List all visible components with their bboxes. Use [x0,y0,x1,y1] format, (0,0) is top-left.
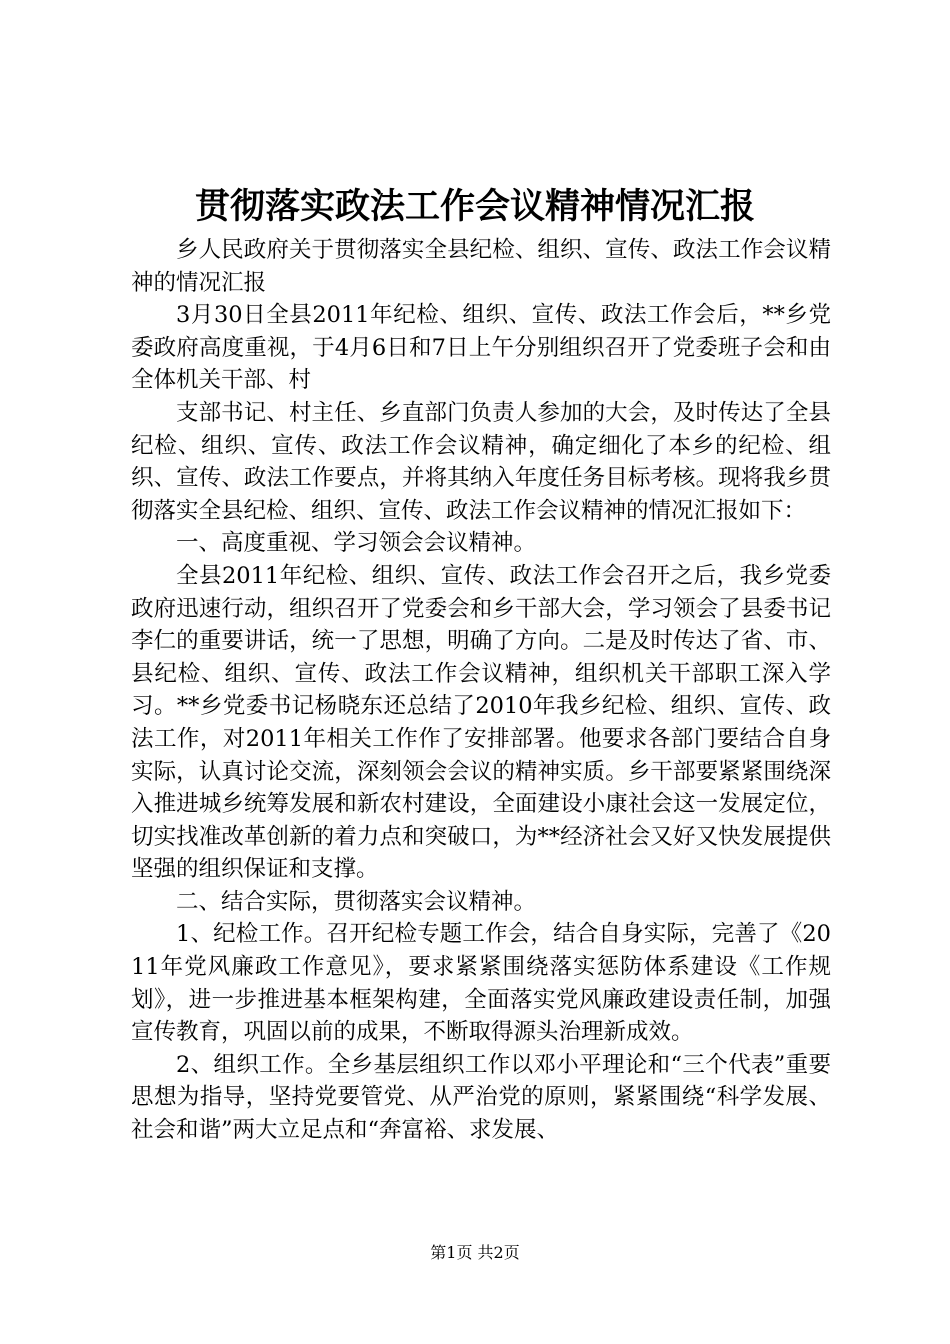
paragraph-2: 3月30日全县2011年纪检、组织、宣传、政法工作会后，**乡党委政府高度重视，于4月6日和7日上午分别组织召开了党委班子会和由全体机关干部、村 [131,302,831,394]
section-heading-2: 二、结合实际，贯彻落实会议精神。 [176,888,537,915]
paragraph-4: 全县2011年纪检、组织、宣传、政法工作会召开之后，我乡党委政府迅速行动，组织召开了党委会和乡干部大会，学习领会了县委书记李仁的重要讲话，统一了思想，明确了方向。二是及时传达了省、市、县纪检、组织、宣传、政法工作会议精神，组织机关干部职工深入学习。**乡党委书记杨晓东还总结了2010年我乡纪检、组织、宣传、政法工作，对2011年相关工作作了安排部署。他要求各部门要结合自身实际，认真讨论交流，深刻领会会议的精神实质。乡干部要紧紧围绕深入推进城乡统筹发展和新农村建设，全面建设小康社会这一发展定位，切实找准改革创新的着力点和突破口，为**经济社会又好又快发展提供坚强的组织保证和支撑。 [131,562,831,883]
paragraph-1: 乡人民政府关于贯彻落实全县纪检、组织、宣传、政法工作会议精神的情况汇报 [131,237,831,296]
paragraph-6: 2、组织工作。全乡基层组织工作以邓小平理论和“三个代表”重要思想为指导，坚持党要管党、从严治党的原则，紧紧围绕“科学发展、社会和谐”两大立足点和“奔富裕、求发展、 [131,1051,831,1144]
paragraph-3: 支部书记、村主任、乡直部门负责人参加的大会，及时传达了全县纪检、组织、宣传、政法工作会议精神，确定细化了本乡的纪检、组织、宣传、政法工作要点，并将其纳入年度任务目标考核。现将我乡贯彻落实全县纪检、组织、宣传、政法工作会议精神的情况汇报如下： [131,399,831,524]
paragraph-5: 1、纪检工作。召开纪检专题工作会，结合自身实际，完善了《2011年党风廉政工作意见》，要求紧紧围绕落实惩防体系建设《工作规划》，进一步推进基本框架构建，全面落实党风廉政建设责任制，加强宣传教育，巩固以前的成果，不断取得源头治理新成效。 [131,921,831,1046]
section-heading-1: 一、高度重视、学习领会会议精神。 [176,530,537,557]
document-body [131,234,831,1147]
page-number-footer: 第1页 共2页 [430,1243,520,1262]
document-title: 贯彻落实政法工作会议精神情况汇报 [194,186,755,227]
